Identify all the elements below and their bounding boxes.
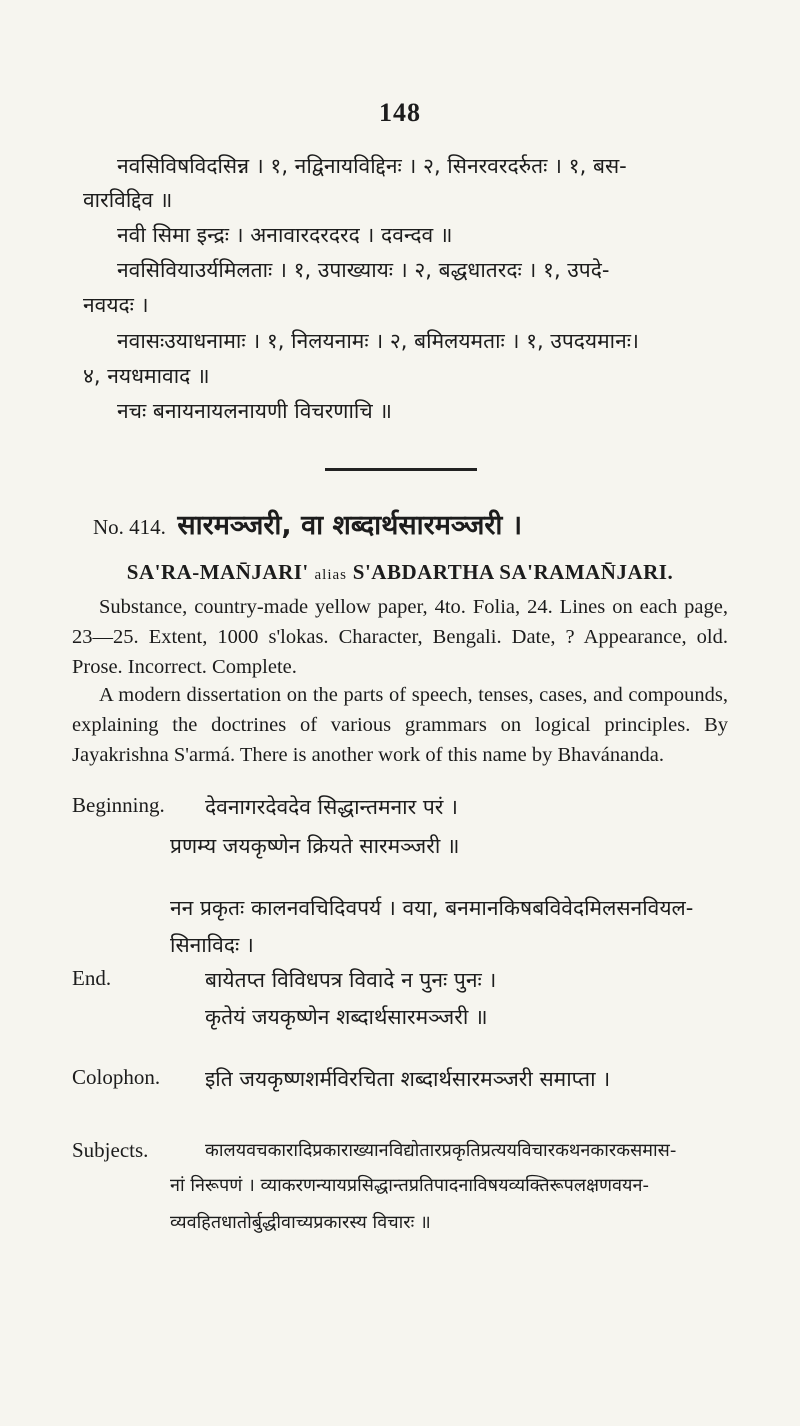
- verse-line: नवासःउयाधनामाः । १, निलयनामः । २, बमिलयमताः । १, उपदयमानः।: [117, 329, 639, 353]
- verse-line: वारविद्दिव ॥: [83, 188, 173, 212]
- verse-line: नवसिवियाउर्यमिलताः । १, उपाख्यायः । २, बद्धधातरदः । १, उपदे-: [117, 258, 610, 282]
- entry-number: No. 414.: [93, 515, 166, 539]
- end-label: End.: [72, 966, 112, 990]
- end-line: सिनाविदः ।: [170, 933, 254, 957]
- subjects-line: कालयवचकारादिप्रकाराख्यानविद्योतारप्रकृतिप्रत्ययविचारकथनकारकसमास-: [205, 1140, 677, 1161]
- colophon-text: इति जयकृष्णशर्मविरचिता शब्दार्थसारमञ्जरी समाप्ता ।: [205, 1067, 611, 1091]
- page-number: 148: [379, 98, 421, 127]
- description-text: Substance, country-made yellow paper, 4to. Folia, 24. Lines on each page, 23—25. Extent, 1000 s'lokas. Character, Bengali. Date, ? Appearance, old. Prose. Incorrect. Complete.: [72, 596, 728, 678]
- summary-text: A modern dissertation on the parts of speech, tenses, cases, and compounds, explaining the doctrines of various grammars on logical principles. By Jayakrishna S'armá. There is another work of this name by Bhavánanda.: [72, 684, 728, 766]
- verse-line: नवी सिमा इन्द्रः । अनावारदरदरद । दवन्दव ॥: [117, 223, 453, 247]
- end-line: बायेतप्त विविधपत्र विवादे न पुनः पुनः ।: [205, 968, 497, 992]
- entry-title: [0, 560, 800, 585]
- entry-heading: [93, 505, 522, 542]
- subjects-line: नां निरूपणं । व्याकरणन्यायप्रसिद्धान्तप्रतिपादनाविषयव्यक्तिरूपलक्षणवयन-: [170, 1175, 649, 1196]
- beginning-label: Beginning.: [72, 793, 165, 817]
- verse-line: ४, नयधमावाद ॥: [83, 364, 210, 388]
- description-paragraph: [72, 592, 728, 682]
- beginning-line: प्रणम्य जयकृष्णेन क्रियते सारमञ्जरी ॥: [170, 834, 460, 858]
- verse-line: नवयदः ।: [83, 293, 149, 317]
- title-rest: S'ABDARTHA SA'RAMAN̄JARI.: [347, 560, 674, 584]
- title-alias: alias: [314, 567, 348, 583]
- entry-devanagari-title: सारमञ्जरी, वा शब्दार्थसारमञ्जरी ।: [177, 510, 523, 541]
- summary-paragraph: [72, 680, 728, 770]
- section-divider: [325, 468, 477, 471]
- title-main: SA'RA-MAN̄JARI': [126, 560, 315, 584]
- subjects-label: Subjects.: [72, 1138, 149, 1162]
- verse-line: नवसिविषविदसिन्न । १, नद्विनायविद्दिनः । २, सिनरवरदर्रुतः । १, बस-: [117, 154, 627, 178]
- end-line: कृतेयं जयकृष्णेन शब्दार्थसारमञ्जरी ॥: [205, 1005, 488, 1029]
- end-line: नन प्रकृतः कालनवचिदिवपर्य । वया, बनमानकिषबविवेदमिलसनवियल-: [170, 896, 694, 920]
- colophon-label: Colophon.: [72, 1065, 161, 1089]
- beginning-line: देवनागरदेवदेव सिद्धान्तमनार परं ।: [205, 795, 459, 819]
- subjects-line: व्यवहितधातोर्बुद्धीवाच्यप्रकारस्य विचारः ॥: [170, 1212, 431, 1233]
- verse-line: नचः बनायनायलनायणी विचरणाचि ॥: [117, 399, 392, 423]
